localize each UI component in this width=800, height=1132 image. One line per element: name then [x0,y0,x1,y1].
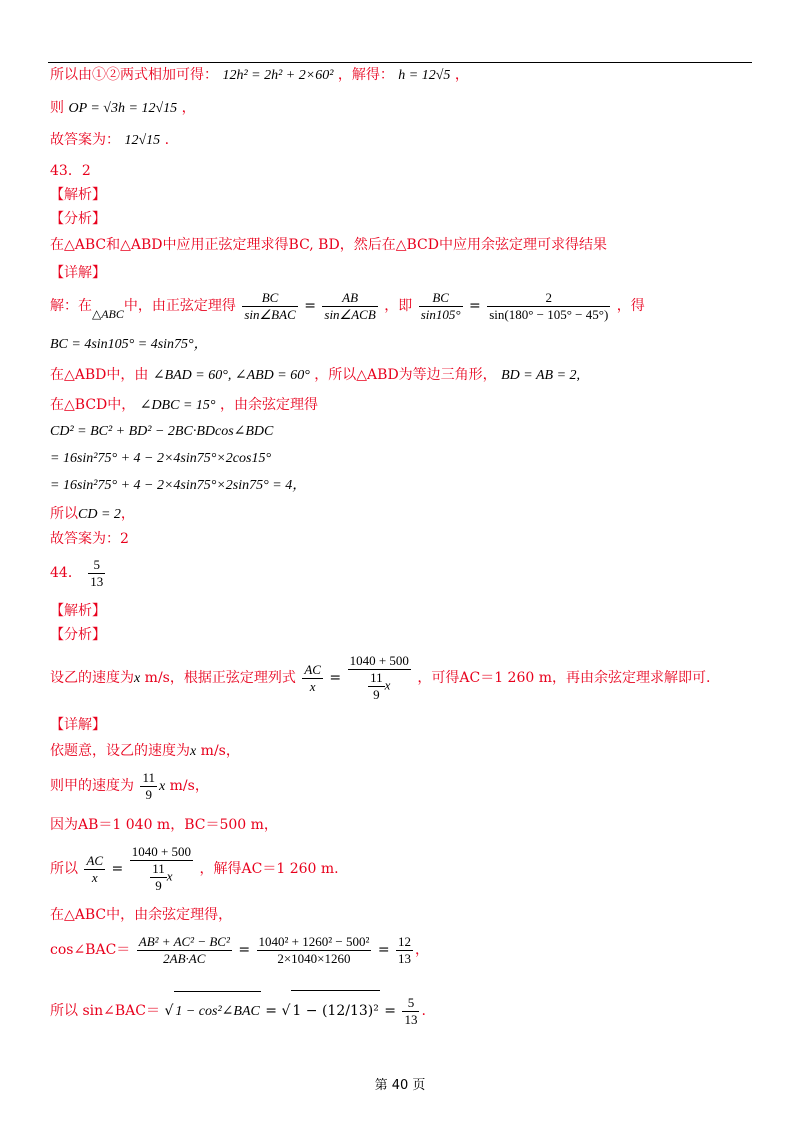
line-bcd [50,396,318,415]
fraction: $\frac{\text{1040² + 1260² − 500²}}{2\times 1040\times 1260}$ [258,933,370,966]
line-sin-bac [50,990,426,1032]
fraction: 1040 + 500 $\frac{11}{9}$ x [349,653,409,702]
text: 在△BCD中， [50,397,136,413]
line-bc: BC = 4sin105° = 4sin75°， [50,337,208,352]
text: = [384,1003,401,1019]
line-abd [50,366,580,385]
text: 中，由正弦定理得 [123,298,236,314]
fraction: $\frac{AB}{\text{sin∠ACB}}$ [324,289,376,322]
formula: 12√15 [124,133,161,148]
text: 所以由①②两式相加可得： [50,67,218,83]
line-sine-law [50,288,645,332]
line-cos-bac [50,932,429,968]
text: ，可得AC＝1 260 m，再由余弦定理求解即可. [417,670,711,686]
text: ， [415,942,429,958]
line-cosine-law: CD² = BC² + BD² − 2BC·BDcos∠BDC [50,424,274,439]
fraction: $\frac{BC}{\text{sin∠BAC}}$ [244,289,296,322]
question-43-header: 43．2 [50,163,91,179]
fraction: $\frac{12}{13}$ [398,933,411,966]
text: ，所以△ABD为等边三角形， [314,367,497,383]
fraction: $\frac{\text{AB² + AC² − BC²}}{2AB\cdot AC}$ [138,933,230,966]
line-cd [50,505,135,524]
formula: CD = 2 [78,507,121,522]
xiangjie-label-44: 【详解】 [50,717,106,733]
fraction: $\frac{11}{9}$ [142,769,155,802]
line-cosine-intro: 在△ABC中，由余弦定理得， [50,907,233,923]
formula: x [158,779,166,794]
line-sum-equations [50,66,469,85]
text: 则甲的速度为 [50,778,134,794]
text: 依题意，设乙的速度为 [50,743,190,759]
formula: △ABC [92,307,124,321]
fenxi-label-43: 【分析】 [50,211,106,227]
text: 故答案为： [50,132,120,148]
text: ，解得： [337,67,394,83]
text: = [238,942,255,958]
text: m/s，根据正弦定理列式 [140,670,296,686]
line-ac-equation [50,840,339,898]
line-calc-2: = 16sin²75° + 4 − 2×4sin75°×2sin75° = 4， [50,478,307,493]
text: ， [120,506,135,522]
fraction: $\frac{AC}{x}$ [86,852,104,885]
line-answer-42 [50,131,169,150]
line-op [50,99,196,118]
text: ，由余弦定理得 [219,397,318,413]
text: = [329,670,346,686]
text: 在△ABD中，由 [50,367,149,383]
jiexi-label-43: 【解析】 [50,187,106,203]
formula: ∠BAD = 60°, ∠ABD = 60° [152,368,310,383]
text: ， [454,67,469,83]
text: cos∠BAC＝ [50,942,131,958]
header-rule [48,62,752,63]
line-given: 因为AB＝1 040 m，BC＝500 m， [50,817,278,833]
radical: √ 1 − cos²∠BAC [164,1003,260,1019]
formula: 12h² = 2h² + 2×60² [222,68,334,83]
text: ， [181,100,196,116]
question-44-header [50,556,107,590]
text: 所以 [50,861,78,877]
text: m/s， [196,743,240,759]
text: = [304,298,316,314]
text: ，解得AC＝1 260 m. [199,861,339,877]
text: m/s， [165,778,209,794]
text: ，得 [616,298,645,314]
xiangjie-label-43: 【详解】 [50,265,106,281]
text: 则 [50,100,64,116]
formula: x [190,744,197,759]
formula: OP = √3h = 12√15 [68,101,178,116]
formula: BD = AB = 2, [501,368,581,383]
jiexi-label-44: 【解析】 [50,603,106,619]
fenxi-label-44: 【分析】 [50,627,106,643]
text: . [421,1003,426,1019]
fenxi-44-text [50,648,710,709]
formula: ∠DBC = 15° [139,398,216,413]
text: 所以 [50,506,78,522]
line-speed-b [50,742,240,761]
fraction: $\frac{AC}{x}$ [304,661,321,694]
text: 所以 sin∠BAC＝ [50,1003,160,1019]
formula: x [134,671,141,686]
text: . [164,132,170,148]
text: ，即 [384,298,413,314]
line-speed-a [50,768,209,805]
fraction: 1040 + 500 $\frac{11}{9}$ x [131,844,192,893]
text: = [377,942,394,958]
page-number: 第 40 页 [374,1078,426,1093]
text: = [265,1003,282,1019]
fenxi-43-text: 在△ABC和△ABD中应用正弦定理求得BC, BD，然后在△BCD中应用余弦定理可求得结果 [50,237,607,253]
text: 44． [50,565,82,581]
fraction: $\frac{5}{13}$ [404,994,418,1027]
radical: √ 1 − (12/13)² [281,1003,379,1019]
formula: h = 12√5 [398,68,451,83]
fraction: $\frac{BC}{\sin 105^\circ}$ [420,289,461,322]
fraction: $\frac{5}{13}$ [90,556,104,589]
answer-43: 故答案为：2 [50,531,129,547]
fraction: $\frac{2}{\sin(180^\circ - 105^\circ - 45^\circ)}$ [489,289,609,322]
line-calc-1: = 16sin²75° + 4 − 2×4sin75°×2cos15° [50,451,272,466]
text: = [111,861,128,877]
text: 解：在 [50,298,92,314]
text: 设乙的速度为 [50,670,134,686]
text: = [469,298,481,314]
